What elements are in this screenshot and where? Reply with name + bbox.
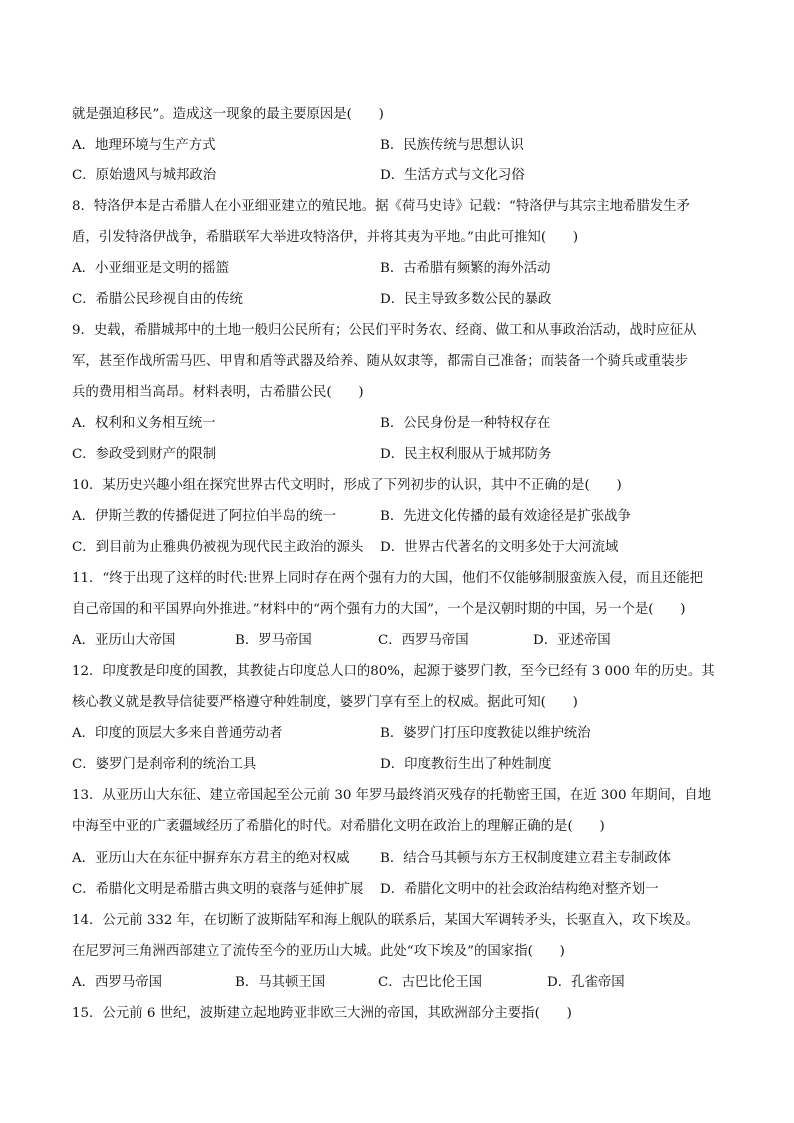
q13-stem-line2: 中海至中亚的广袤疆域经历了希腊化的时代。对希腊化文明在政治上的理解正确的是( ): [72, 819, 605, 834]
q9-option-b: B．公民身份是一种特权存在: [380, 416, 551, 431]
q13-option-d: D．希腊化文明中的社会政治结构绝对整齐划一: [380, 882, 659, 897]
q7-option-b: B．民族传统与思想认识: [380, 138, 524, 153]
q11-option-a: A．亚历山大帝国: [72, 633, 176, 648]
q11-option-d: D．亚述帝国: [533, 633, 611, 648]
q10-option-b: B．先进文化传播的最有效途径是扩张战争: [380, 509, 631, 524]
q8-stem-line1: 8．特洛伊本是古希腊人在小亚细亚建立的殖民地。据《荷马史诗》记载：“特洛伊与其宗主地希腊发生矛: [72, 199, 690, 214]
q14-option-a: A．西罗马帝国: [72, 975, 163, 990]
q13-option-b: B．结合马其顿与东方王权制度建立君主专制政体: [380, 851, 672, 866]
q12-option-d: D．印度教衍生出了种姓制度: [380, 757, 552, 772]
q11-option-b: B．罗马帝国: [235, 633, 312, 648]
q12-option-a: A．印度的顶层大多来自普通劳动者: [72, 726, 283, 741]
q9-option-c: C．参政受到财产的限制: [72, 447, 217, 462]
q14-option-c: C．古巴比伦王国: [378, 975, 482, 990]
q7-option-a: A．地理环境与生产方式: [72, 138, 216, 153]
q7-option-d: D．生活方式与文化习俗: [380, 168, 525, 183]
q14-stem-line1: 14．公元前 332 年，在切断了波斯陆军和海上舰队的联系后，某国大军调转矛头，长驱直入，攻下埃及。: [72, 913, 699, 928]
q12-stem-line2: 核心教义就是教导信徒要严格遵守种姓制度，婆罗门享有至上的权威。据此可知( ): [72, 695, 578, 710]
q14-option-d: D．孔雀帝国: [547, 975, 625, 990]
q8-option-b: B．古希腊有频繁的海外活动: [380, 261, 551, 276]
q11-stem-line1: 11．“终于出现了这样的时代:世界上同时存在两个强有力的大国，他们不仅能够制服蛮族入侵，而且还能把: [72, 571, 703, 586]
q11-stem-line2: 自己帝国的和平国界向外推进。”材料中的“两个强有力的大国”，一个是汉朝时期的中国，另一个是( ): [72, 602, 686, 617]
q8-option-d: D．民主导致多数公民的暴政: [380, 292, 552, 307]
q9-option-d: D．民主权利服从于城邦防务: [380, 447, 552, 462]
q10-option-c: C．到目前为止雅典仍被视为现代民主政治的源头: [72, 540, 364, 555]
q12-stem-line1: 12．印度教是印度的国教，其教徒占印度总人口的80%，起源于婆罗门教，至今已经有 3 000 年的历史。其: [72, 664, 715, 679]
q9-stem-line2: 军，甚至作战所需马匹、甲胄和盾等武器及给养、随从奴隶等，都需自己准备；而装备一个骑兵或重装步: [72, 354, 688, 369]
q12-option-c: C．婆罗门是刹帝利的统治工具: [72, 757, 257, 772]
q13-option-c: C．希腊化文明是希腊古典文明的衰落与延伸扩展: [72, 882, 364, 897]
q9-stem-line1: 9．史载，希腊城邦中的土地一般归公民所有；公民们平时务农、经商、做工和从事政治活动，战时应征从: [72, 323, 697, 338]
q8-stem-line2: 盾，引发特洛伊战争，希腊联军大举进攻特洛伊，并将其夷为平地。”由此可推知( ): [72, 230, 579, 245]
q7-option-c: C．原始遗风与城邦政治: [72, 168, 217, 183]
q14-option-b: B．马其顿王国: [235, 975, 326, 990]
q9-stem-line3: 兵的费用相当高昂。材料表明，古希腊公民( ): [72, 385, 364, 400]
q13-option-a: A．亚历山大在东征中摒弃东方君主的绝对权威: [72, 851, 350, 866]
q15-stem-line1: 15．公元前 6 世纪，波斯建立起地跨亚非欧三大洲的帝国，其欧洲部分主要指( ): [72, 1006, 572, 1021]
q11-option-c: C．西罗马帝国: [378, 633, 469, 648]
q10-stem-line1: 10．某历史兴趣小组在探究世界古代文明时，形成了下列初步的认识，其中不正确的是( ): [72, 478, 622, 493]
q7-stem-tail: 就是强迫移民”。造成这一现象的最主要原因是( ): [72, 107, 384, 122]
q13-stem-line1: 13．从亚历山大东征、建立帝国起至公元前 30 年罗马最终消灭残存的托勒密王国，在近 300 年期间，自地: [72, 788, 712, 803]
q8-option-a: A．小亚细亚是文明的摇篮: [72, 261, 229, 276]
q14-stem-line2: 在尼罗河三角洲西部建立了流传至今的亚历山大城。此处“攻下埃及”的国家指( ): [72, 944, 565, 959]
q10-option-d: D．世界古代著名的文明多处于大河流域: [380, 540, 619, 555]
q9-option-a: A．权利和义务相互统一: [72, 416, 216, 431]
q12-option-b: B．婆罗门打压印度教徒以维护统治: [380, 726, 591, 741]
q8-option-c: C．希腊公民珍视自由的传统: [72, 292, 243, 307]
q10-option-a: A．伊斯兰教的传播促进了阿拉伯半岛的统一: [72, 509, 337, 524]
